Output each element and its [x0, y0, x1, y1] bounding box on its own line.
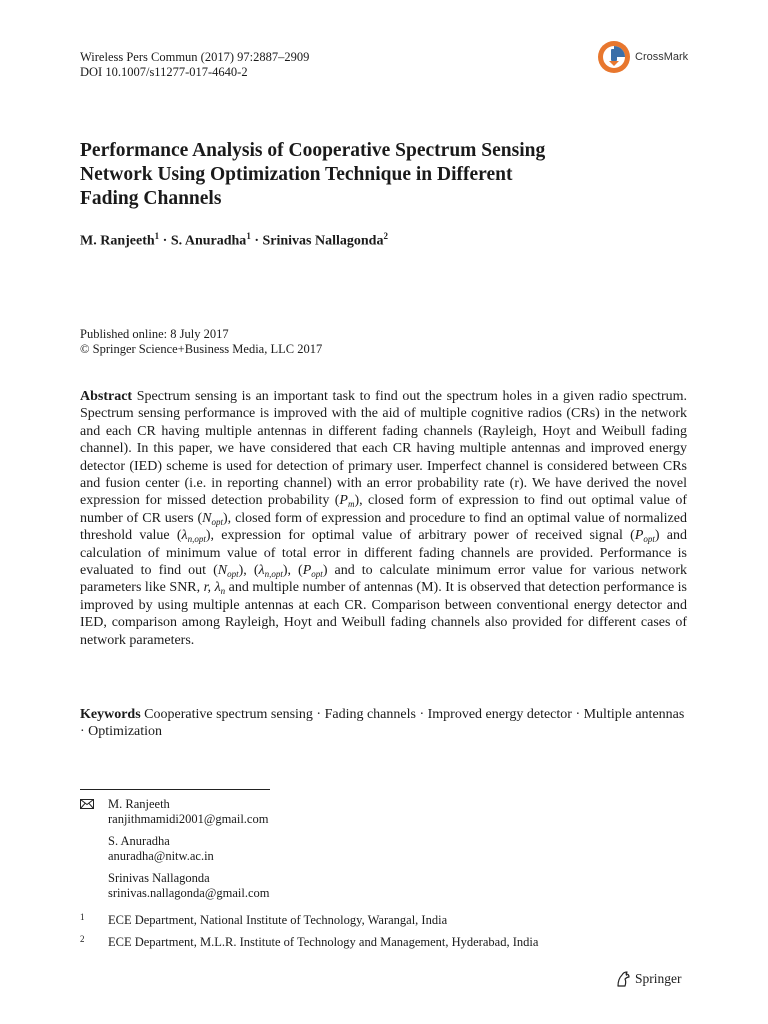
- author-affiliation-mark: 1: [154, 231, 160, 241]
- correspondence-entry: [108, 834, 214, 864]
- abstract-text: ), closed form of expression and procedure to find an optimal value of normalized threshold value (: [80, 510, 687, 544]
- abstract-text: ), (: [282, 563, 303, 579]
- correspondent-email[interactable]: ranjithmamidi2001@gmail.com: [108, 812, 269, 826]
- author-list: [80, 231, 388, 250]
- published-date: Published online: 8 July 2017: [80, 327, 229, 341]
- math-symbol: N: [217, 563, 228, 579]
- author-affiliation-mark: 2: [383, 231, 388, 241]
- math-subscript: opt: [311, 569, 323, 580]
- publisher-name: Springer: [635, 971, 682, 986]
- author-name: S. Anuradha: [170, 233, 247, 249]
- abstract-text: ) and to calculate minimum error value for various network parameters like SNR,: [80, 563, 688, 596]
- math-subscript: opt: [643, 534, 655, 545]
- abstract-text: ), expression for optimal value of arbitrary power of received signal (: [205, 528, 635, 544]
- journal-header: [80, 50, 309, 80]
- abstract-text: Spectrum sensing is an important task to find out the spectrum holes in a given radio spectrum. Spectrum sensing performance is improved with the aid of multiple cognitive radios (CRs) in the network and each CR having multiple antennas in different fading channels (Rayleigh, Hoyt and Weibull fading channel). In this paper, we have considered that each CR having multiple antennas and improved energy detector (IED) scheme is used for detection of primary user. Imperfect channel is considered between CRs and fusion center (i.e. in reporting channel) with an error probability rate (r). We have derived the novel expression for missed detection probability (: [80, 389, 687, 509]
- math-symbol: P: [634, 528, 644, 544]
- journal-citation: Wireless Pers Commun (2017) 97:2887–2909: [80, 50, 310, 64]
- math-symbol: N: [202, 510, 212, 526]
- abstract-text: ), closed form of expression to find out optimal value of number of CR users (: [80, 493, 687, 526]
- math-symbol: r,: [203, 580, 212, 596]
- affiliation: [80, 913, 700, 929]
- title-line: Fading Channels: [80, 188, 222, 209]
- author-separator: ·: [159, 233, 171, 249]
- author-name: Srinivas Nallagonda: [262, 233, 384, 249]
- math-symbol: P: [339, 493, 348, 509]
- abstract-heading: Abstract: [80, 389, 133, 404]
- publisher-logo: [614, 970, 682, 988]
- math-symbol: λ: [181, 528, 188, 544]
- correspondent-name: M. Ranjeeth: [108, 797, 170, 811]
- correspondent-email[interactable]: anuradha@nitw.ac.in: [108, 849, 214, 863]
- abstract-text: ), (: [238, 563, 259, 579]
- keywords-text: Cooperative spectrum sensing · Fading channels · Improved energy detector · Multiple antennas · Optimization: [80, 707, 685, 740]
- math-symbol: λ: [214, 580, 221, 596]
- correspondent-name: Srinivas Nallagonda: [108, 871, 210, 885]
- crossmark-label: CrossMark: [635, 51, 689, 63]
- math-subscript: n,opt: [264, 569, 283, 580]
- abstract-text: ) and calculation of minimum value of total error in different fading channels are provided. Performance is evaluated to find out (: [80, 528, 687, 579]
- author-name: M. Ranjeeth: [80, 233, 155, 249]
- envelope-icon: [80, 799, 94, 809]
- affiliation-text: ECE Department, M.L.R. Institute of Technology and Management, Hyderabad, India: [108, 935, 539, 949]
- math-subscript: m: [347, 499, 355, 510]
- math-symbol: P: [302, 563, 312, 579]
- math-subscript: n,opt: [187, 534, 206, 545]
- abstract-text: and multiple number of antennas (M). It is observed that detection performance is improved by using multiple antennas at each CR. Comparison between conventional energy detector and IED, comparison among Rayleigh, Hoyt and Weibull fading channels also provided for different cases of network parameters.: [80, 580, 688, 648]
- title-line: Performance Analysis of Cooperative Spectrum Sensing: [80, 140, 546, 161]
- math-subscript: n: [220, 586, 226, 597]
- abstract: [80, 388, 687, 649]
- math-subscript: opt: [211, 516, 224, 527]
- correspondence-entry: [108, 871, 269, 901]
- springer-horse-icon: [614, 970, 632, 988]
- affiliation-number: 1: [80, 912, 85, 922]
- doi-line: DOI 10.1007/s11277-017-4640-2: [80, 65, 248, 79]
- author-separator: ·: [250, 233, 263, 249]
- footnote-divider: [80, 789, 270, 790]
- math-subscript: opt: [227, 569, 239, 580]
- crossmark-icon: [597, 40, 631, 74]
- correspondence-block: [80, 797, 480, 902]
- paper-title: [80, 139, 700, 211]
- math-symbol: λ: [258, 563, 265, 579]
- copyright-line: © Springer Science+Business Media, LLC 2017: [80, 342, 323, 356]
- keywords-heading: Keywords: [80, 707, 141, 722]
- correspondent-name: S. Anuradha: [108, 834, 170, 848]
- keywords: [80, 706, 687, 741]
- author-affiliation-mark: 1: [246, 231, 251, 241]
- crossmark-badge[interactable]: [597, 40, 688, 74]
- affiliation: [80, 935, 700, 951]
- correspondence-entry: [108, 797, 268, 827]
- title-line: Network Using Optimization Technique in Different: [80, 164, 513, 185]
- affiliation-number: 2: [80, 934, 85, 944]
- correspondent-email[interactable]: srinivas.nallagonda@gmail.com: [108, 886, 270, 900]
- affiliation-text: ECE Department, National Institute of Technology, Warangal, India: [108, 913, 448, 927]
- publication-info: [80, 327, 322, 357]
